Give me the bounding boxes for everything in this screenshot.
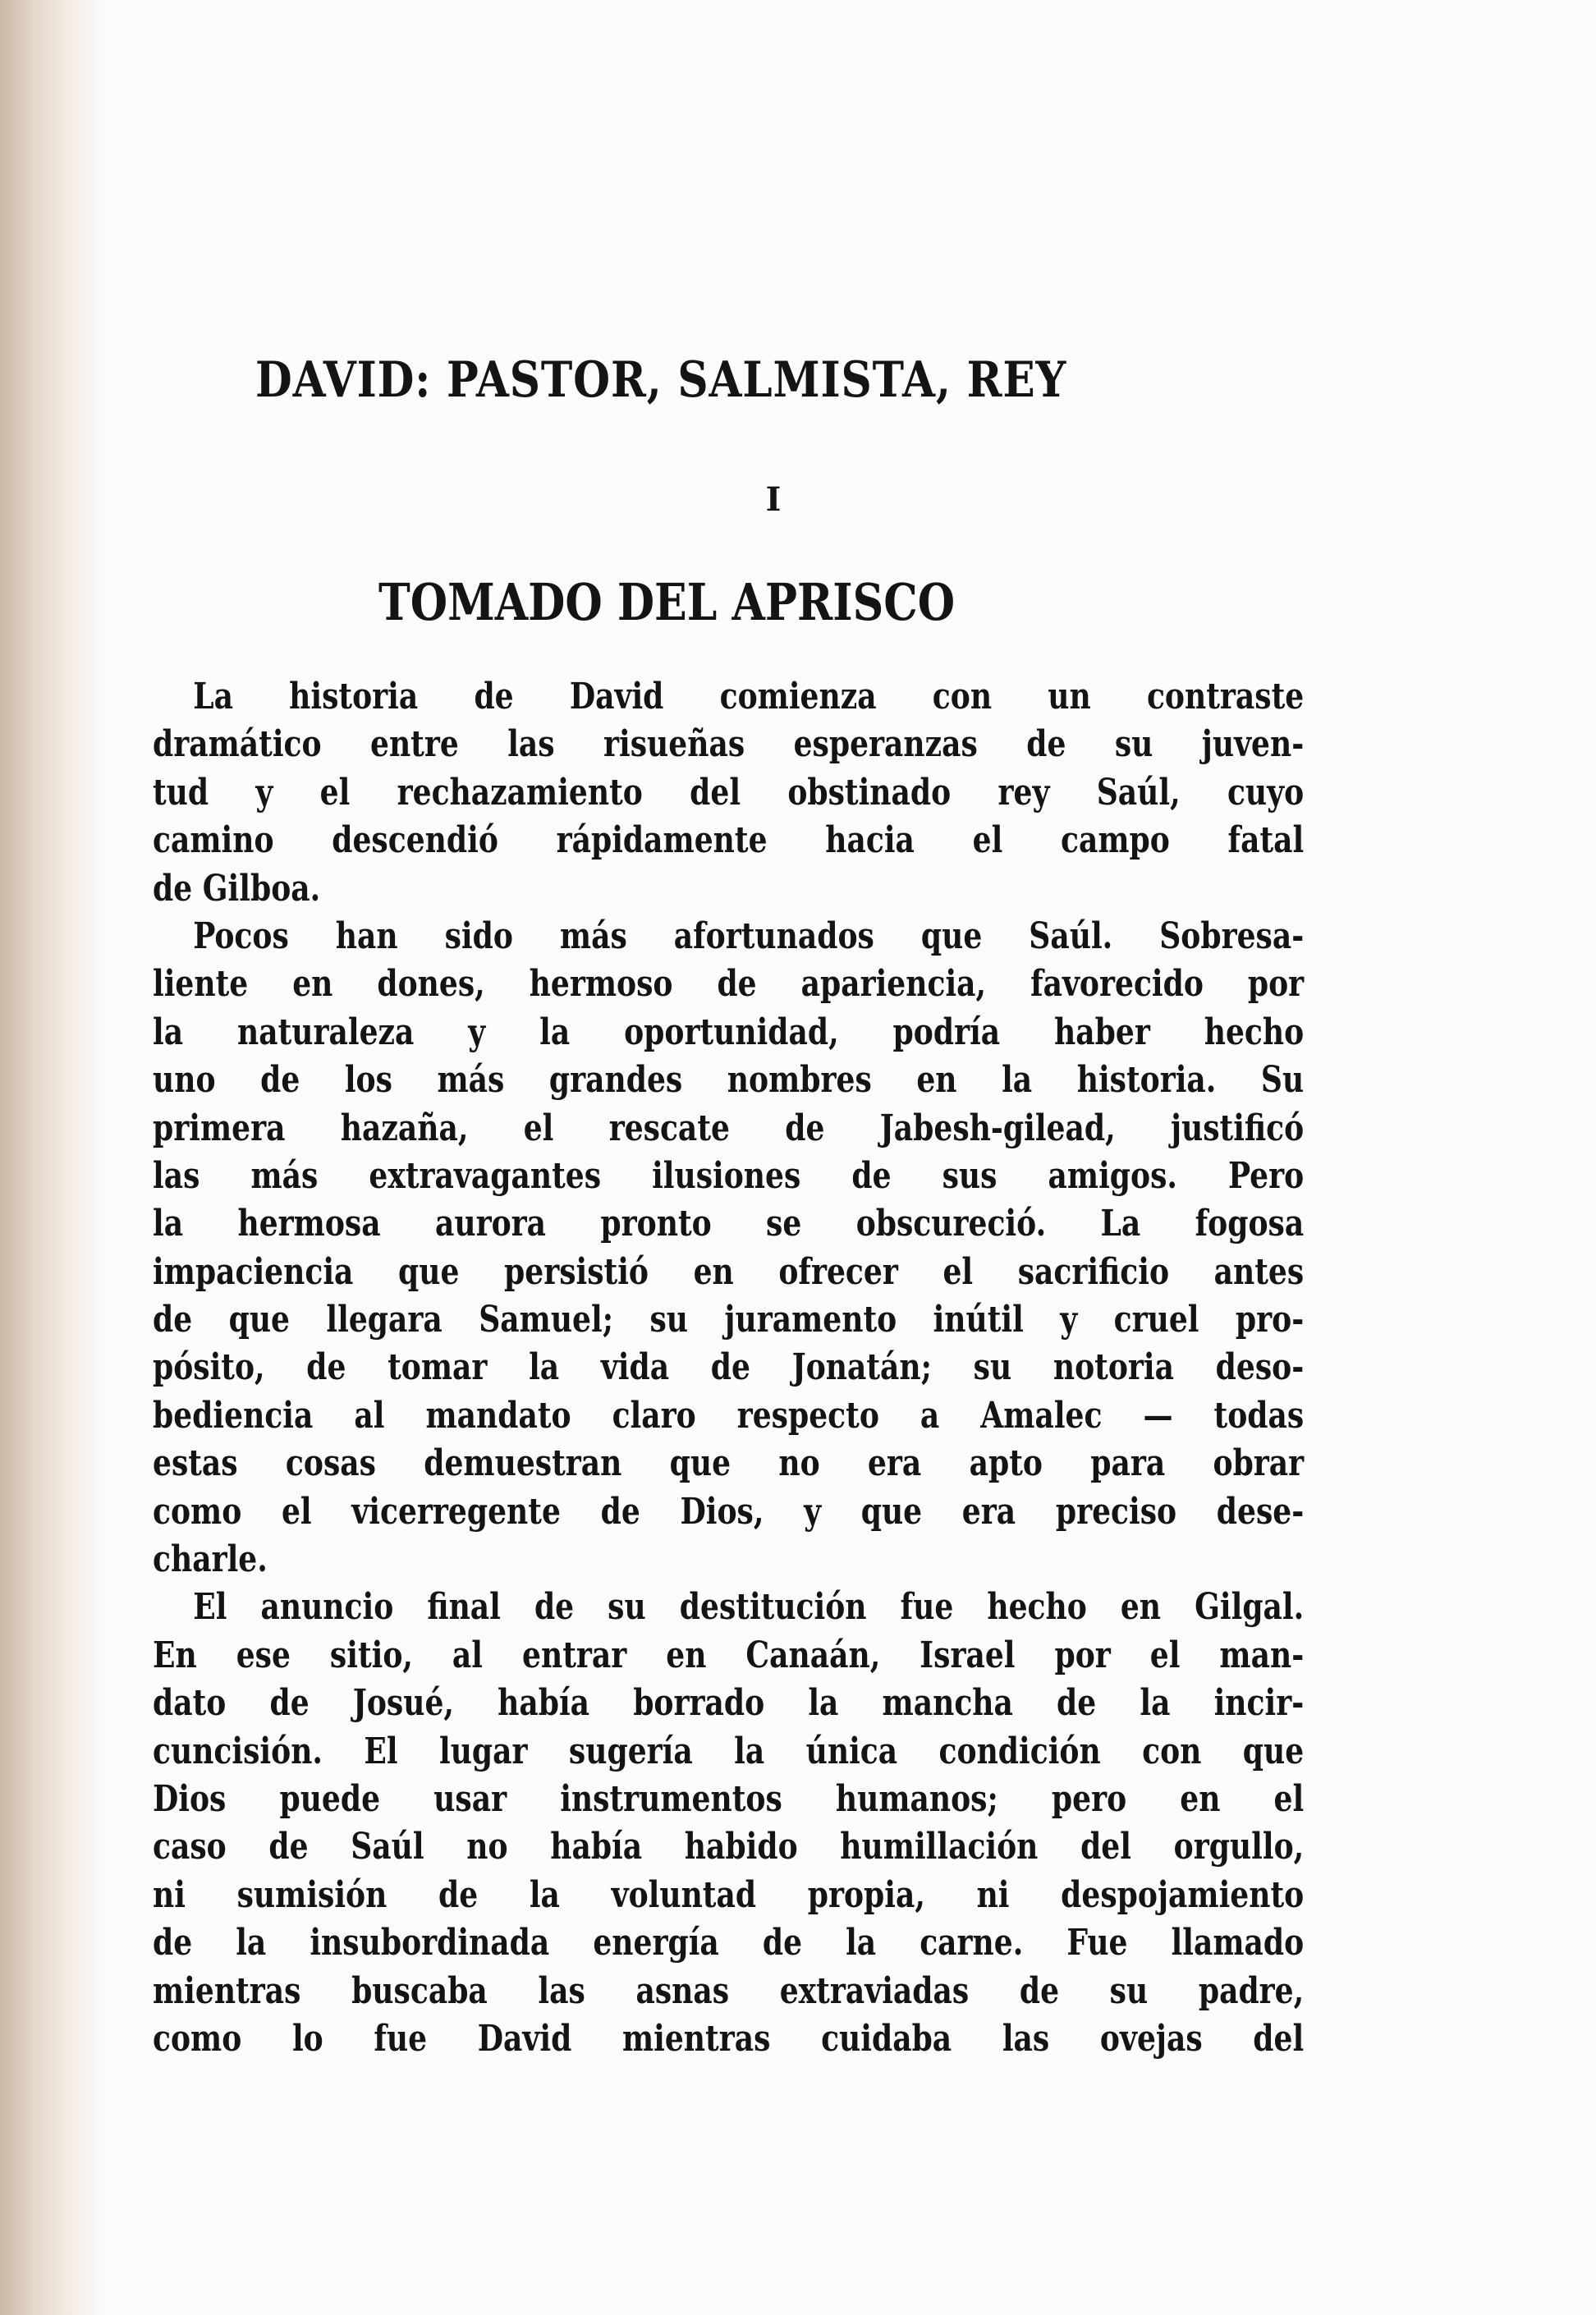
paragraph	[153, 1584, 1304, 2063]
text-line: impaciencia que persistió en ofrecer el sacrificio antes	[153, 1250, 1305, 1293]
text-line: pósito, de tomar la vida de Jonatán; su notoria deso-	[153, 1346, 1305, 1389]
paragraph	[153, 913, 1304, 1584]
text-line: de que llegara Samuel; su juramento inútil y cruel pro-	[153, 1299, 1305, 1341]
text-line: como lo fue David mientras cuidaba las ovejas del	[153, 2017, 1305, 2060]
text-line: ni sumisión de la voluntad propia, ni despojamiento	[153, 1873, 1305, 1916]
chapter-number: I	[765, 480, 782, 519]
text-line: la hermosa aurora pronto se obscureció. La fogosa	[153, 1203, 1305, 1245]
text-line: la naturaleza y la oportunidad, podría haber hecho	[153, 1011, 1305, 1053]
text-line: En ese sitio, al entrar en Canaán, Israel por el man-	[153, 1634, 1305, 1676]
text-line: cuncisión. El lugar sugería la única condición con que	[153, 1730, 1305, 1772]
book-title: DAVID: PASTOR, SALMISTA, REY	[255, 351, 1067, 409]
text-line: primera hazaña, el rescate de Jabesh-gilead, justificó	[153, 1107, 1305, 1149]
text-line: dato de Josué, había borrado la mancha de la incir-	[153, 1682, 1305, 1725]
text-line: liente en dones, hermoso de apariencia, favorecido por	[153, 963, 1305, 1006]
text-line: mientras buscaba las asnas extraviadas de su padre,	[153, 1969, 1305, 2012]
text-line: dramático entre las risueñas esperanzas de su juven-	[153, 723, 1305, 766]
body-text	[153, 673, 1304, 2063]
chapter-title: TOMADO DEL APRISCO	[378, 572, 956, 632]
text-line: caso de Saúl no había habido humillación del orgullo,	[153, 1826, 1305, 1868]
text-line: Dios puede usar instrumentos humanos; pero en el	[153, 1777, 1305, 1820]
book-gutter-shadow	[0, 0, 107, 2315]
text-line: estas cosas demuestran que no era apto para obrar	[153, 1442, 1305, 1485]
text-line: Pocos han sido más afortunados que Saúl. Sobresa-	[193, 915, 1305, 957]
text-line: El anuncio final de su destitución fue hecho en Gilgal.	[193, 1586, 1305, 1629]
text-line: como el vicerregente de Dios, y que era preciso dese-	[153, 1490, 1305, 1533]
text-line: La historia de David comienza con un contraste	[193, 676, 1305, 717]
text-line: de la insubordinada energía de la carne. Fue llamado	[153, 1922, 1305, 1964]
text-line: las más extravagantes ilusiones de sus amigos. Pero	[153, 1154, 1305, 1197]
text-line: tud y el rechazamiento del obstinado rey Saúl, cuyo	[153, 771, 1305, 814]
text-line: charle.	[153, 1538, 268, 1581]
text-line: bediencia al mandato claro respecto a Amalec — todas	[153, 1394, 1305, 1437]
text-line: camino descendió rápidamente hacia el campo fatal	[153, 819, 1305, 862]
text-line: uno de los más grandes nombres en la historia. Su	[153, 1059, 1305, 1102]
text-line: de Gilboa.	[153, 867, 321, 910]
paragraph	[153, 673, 1304, 913]
